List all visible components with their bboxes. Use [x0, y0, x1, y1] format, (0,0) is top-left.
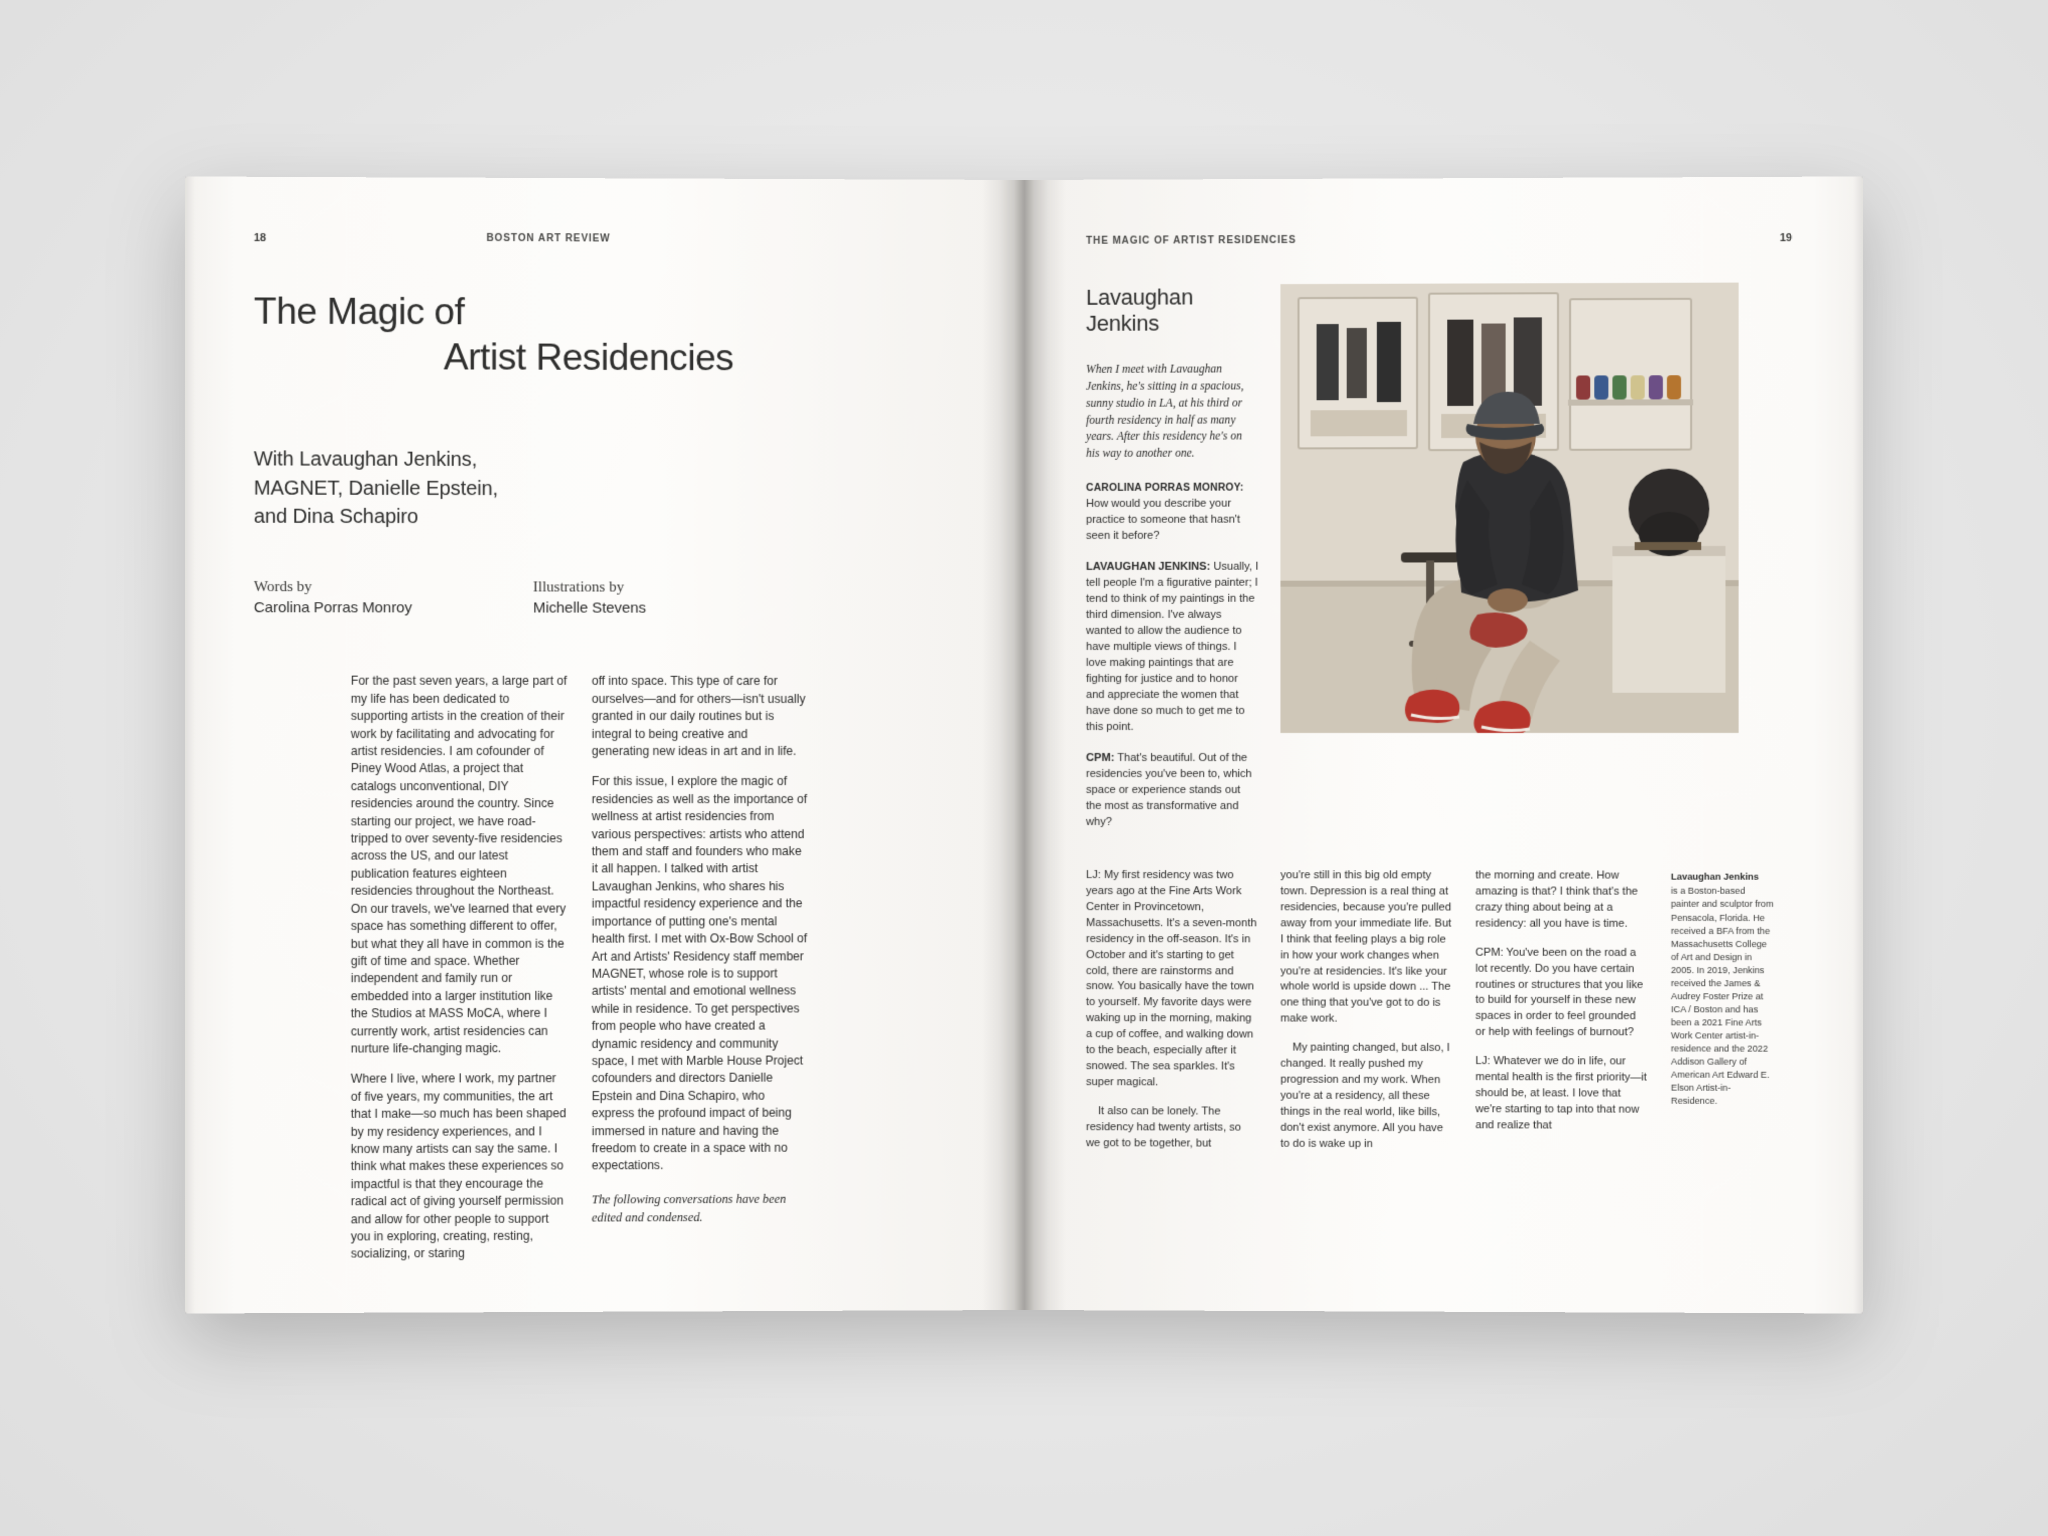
magazine-spread	[190, 180, 1858, 1310]
body-paragraph: off into space. This type of care for ourselves—and for others—isn't usually granted in our daily routines but is integral to being creative and generating new ideas in art and in life.	[591, 674, 806, 759]
qa-exchange	[1475, 1054, 1648, 1135]
qa-exchange	[1086, 751, 1258, 831]
qa-continuation: the morning and create. How amazing is that? I think that's the crazy thing about being at a residency: all you have is time.	[1475, 869, 1638, 930]
credits-row	[254, 579, 962, 617]
bottom-column-1	[1086, 868, 1258, 1166]
bio-text: is a Boston-based painter and sculptor from Pensacola, Florida. He received a BFA from the Massachusetts College of Art and Design in 2005. In 2019, Jenkins received the James & Audrey Foster Prize at ICA / Boston and has been a 2021 Fine Arts Work Center artist-in-residence and the 2022 Addison Gallery of American Art Edward E. Elson Artist-in-Residence.	[1670, 886, 1774, 1107]
right-running-head-title: THE MAGIC OF ARTIST RESIDENCIES	[1086, 234, 1297, 247]
page-edge-shade	[1853, 176, 1863, 1313]
contributor-schapiro: Dina Schapiro	[292, 505, 419, 529]
contributors-line-1	[254, 446, 962, 476]
contributors-block	[254, 446, 962, 533]
page-title-line-1: The Magic of	[253, 290, 465, 333]
subject-name-line-1: Lavaughan	[1086, 284, 1194, 310]
body-paragraph: Where I live, where I work, my partner of five years, my communities, the art that I make—so much has been shaped by my residency experiences, and I know many artists can say the same. I think what makes these experiences so impactful is that they encourage the radical act of giving yourself permission and allow for other people to support you in exploring, creating, resting, socializing, or staring	[350, 1071, 567, 1261]
contributors-line-3	[254, 503, 962, 533]
qa-speaker: CPM:	[1475, 946, 1504, 959]
qa-text: How would you describe your practice to someone that hasn't seen it before?	[1086, 497, 1241, 543]
article-title-block	[254, 288, 962, 381]
illustration-lavaughan-jenkins	[1280, 283, 1738, 733]
qa-speaker: CAROLINA PORRAS MONROY:	[1086, 482, 1244, 495]
page-edge-shade	[185, 176, 195, 1313]
subject-name-line-2: Jenkins	[1086, 310, 1160, 337]
right-page	[1024, 176, 1863, 1313]
qa-exchange	[1086, 868, 1258, 1092]
editors-note: The following conversations have been edited and condensed.	[591, 1191, 787, 1225]
qa-text: Whatever we do in life, our mental health is the first priority—it should be, at least. I love that we're starting to tap into that now and realize that	[1475, 1055, 1647, 1132]
left-body-columns	[254, 673, 962, 1277]
credit-illustrations-name: Michelle Stevens	[533, 599, 646, 618]
qa-speaker: CPM:	[1086, 751, 1115, 764]
left-body-column-2	[592, 673, 808, 1275]
right-folio: 19	[1779, 232, 1793, 245]
credit-illustrations-label: Illustrations by	[533, 579, 625, 596]
bottom-column-3	[1475, 868, 1648, 1167]
left-folio: 18	[253, 232, 267, 245]
contributor-jenkins: Lavaughan Jenkins,	[299, 448, 478, 472]
left-running-head	[254, 232, 962, 251]
interview-intro: When I meet with Lavaughan Jenkins, he's sitting in a spacious, sunny studio in LA, at his third or fourth residency in half as many years. After this residency he's on his way to another one.	[1086, 362, 1244, 461]
left-page	[185, 176, 1024, 1313]
and-label: and	[253, 505, 293, 528]
qa-speaker: LJ:	[1086, 868, 1101, 881]
qa-speaker: LJ:	[1475, 1055, 1491, 1068]
interview-intro-column	[1086, 284, 1258, 846]
left-body-column-1	[351, 673, 568, 1276]
page-title-line-2: Artist Residencies	[443, 336, 734, 379]
qa-text: You've been on the road a lot recently. Do you have certain routines or structures that you like to build for yourself in these new spaces in order to feel grounded or help with feelings of burnout?	[1475, 946, 1644, 1039]
subject-bio	[1671, 868, 1776, 1167]
qa-continuation: you're still in this big old empty town. Depression is a real thing at residencies, because you're pulled away from your immediate life. But I think that feeling plays a big role in how your work changes when you're at residencies. It's like your whole world is upside down ... The one thing that you've got to do is make work.	[1280, 868, 1452, 1026]
qa-text: My first residency was two years ago at the Fine Arts Work Center in Provincetown, Massachusetts. It's a seven-month residency in the off-season. It's in October and it's starting to get cold, there are rainstorms and snow. You basically have the town to yourself. My favorite days were waking up in the morning, making a cup of coffee, and walking down to the beach, especially after it snowed. The sea sparkles. It's super magical.	[1086, 868, 1257, 1089]
credit-words-label: Words by	[253, 579, 312, 596]
left-running-head-title: BOSTON ART REVIEW	[486, 232, 611, 245]
bio-title: Lavaughan Jenkins	[1670, 870, 1759, 882]
qa-exchange	[1086, 481, 1258, 545]
credit-illustrations	[533, 580, 646, 617]
body-paragraph: For the past seven years, a large part of my life has been dedicated to supporting artists in the creation of their work by facilitating and advocating for artist residencies. I am cofounder of Piney Wood Atlas, a project that catalogs unconventional, DIY residencies around the country. Since starting our project, we have road-tripped to over seventy-five residencies across the US, and our latest publication features eighteen residencies throughout the Northeast. On our travels, we've learned that every space has something different to offer, but what they all have in common is the gift of time and space. Whether independent and family run or embedded into a larger institution like the Studios at MASS MoCA, where I currently work, artist residencies can nurture life-changing magic.	[350, 674, 567, 1056]
qa-continuation: It also can be lonely. The residency had twenty artists, so we got to be together, but	[1086, 1105, 1242, 1150]
right-running-head	[1086, 232, 1792, 251]
interview-top-section	[1086, 282, 1792, 846]
qa-speaker: LAVAUGHAN JENKINS:	[1086, 560, 1211, 574]
bottom-column-2	[1280, 868, 1453, 1167]
qa-text: Usually, I tell people I'm a figurative painter; I tend to think of my paintings in the third dimension. I've always wanted to allow the audience to have multiple views of things. I love making paintings that are fighting for justice and to honor and appreciate the women that have done so much to get me to this point.	[1086, 560, 1259, 733]
body-paragraph: For this issue, I explore the magic of residencies as well as the importance of wellness at artist residencies from various perspectives: artists who attend them and staff and founders who make it all happen. I talked with artist Lavaughan Jenkins, who shares his impactful residency experience and the importance of putting one's mental health first. I met with Ox-Bow School of Art and Artists' Residency staff member MAGNET, whose role is to support artists' mental and emotional wellness while in residence. To get perspectives from people who have created a dynamic residency and community space, I met with Marble House Project cofounders and directors Danielle Epstein and Dina Schapiro, who express the profound impact of being immersed in nature and having the freedom to create in a space with no expectations.	[591, 774, 808, 1173]
interview-subject-name	[1086, 284, 1258, 337]
qa-text: That's beautiful. Out of the residencies you've been to, which space or experience stands out the most as transformative and why?	[1086, 751, 1252, 828]
with-label: With	[253, 448, 300, 471]
interview-bottom-columns	[1086, 868, 1792, 1168]
qa-continuation: My painting changed, but also, I changed. It really pushed my progression and my work. When you're at a residency, all these things in the real world, like bills, don't exist anymore. All you have to do is wake up in	[1280, 1041, 1450, 1151]
qa-exchange	[1086, 560, 1258, 736]
illustration-wrapper	[1280, 283, 1738, 847]
qa-exchange	[1475, 945, 1648, 1042]
contributors-line-2: MAGNET, Danielle Epstein,	[253, 477, 499, 500]
credit-words-name: Carolina Porras Monroy	[253, 599, 413, 617]
credit-words	[254, 579, 412, 616]
